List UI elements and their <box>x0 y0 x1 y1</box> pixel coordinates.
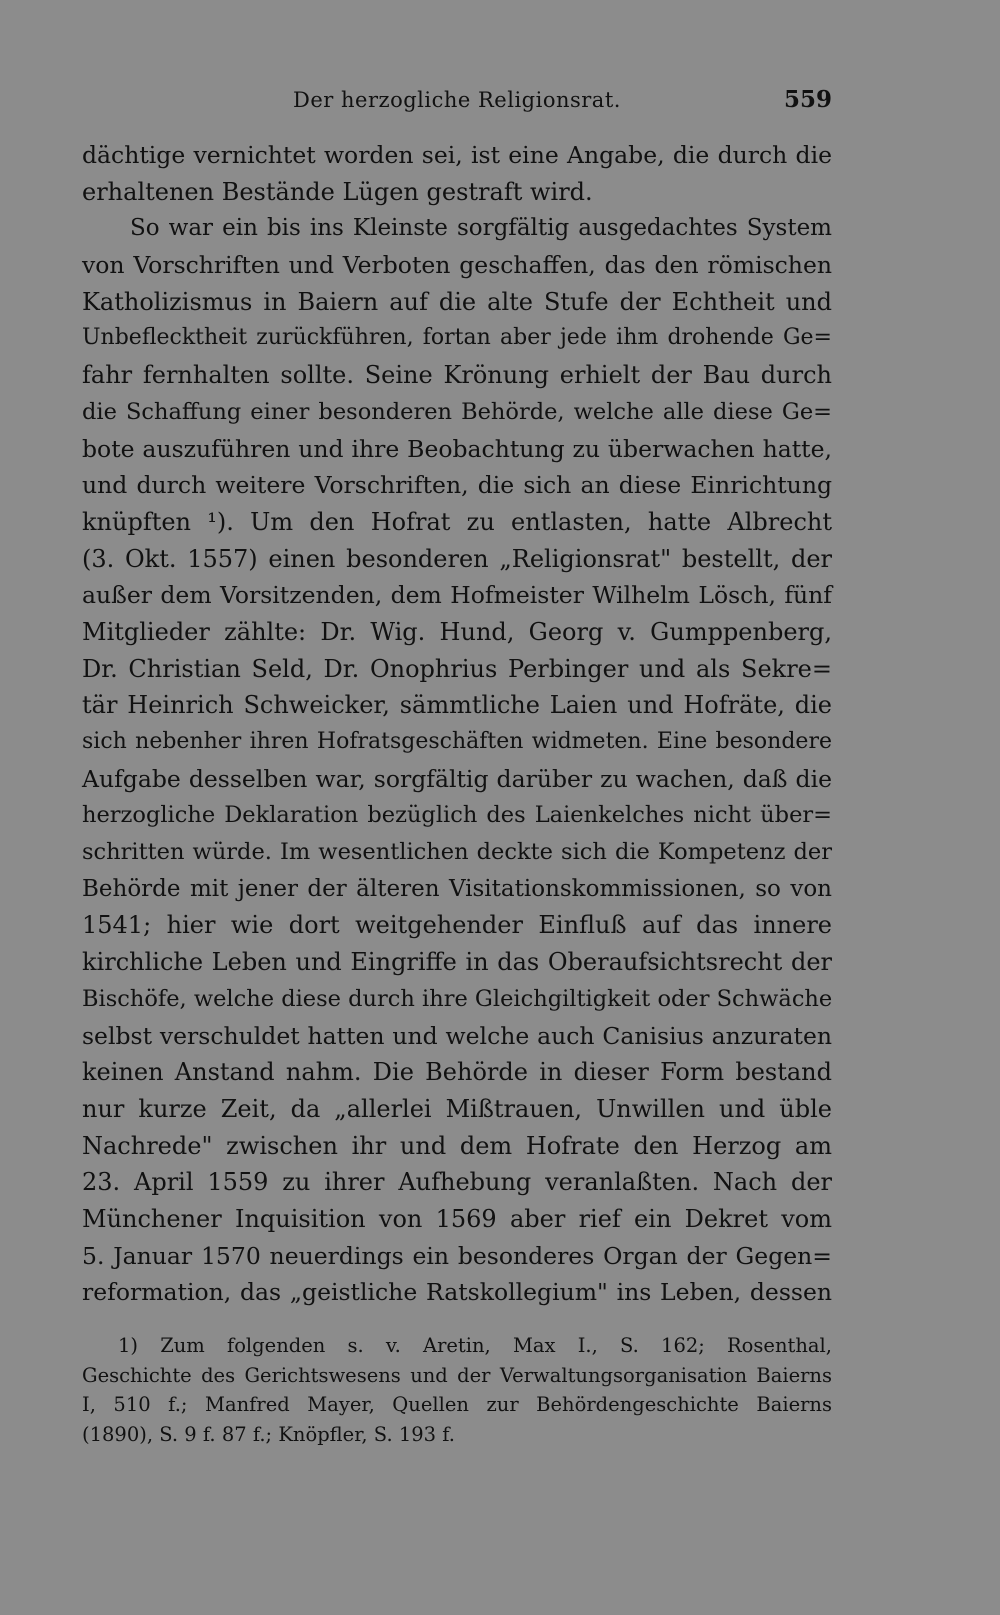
text-line: Münchener Inquisition von 1569 aber rief ein Dekret vom <box>82 1204 832 1233</box>
text-line: Katholizismus in Baiern auf die alte Stufe der Echtheit und <box>82 287 832 316</box>
text-line: Behörde mit jener der älteren Visitationskommissionen, so von <box>82 875 832 902</box>
text-line: kirchliche Leben und Eingriffe in das Oberaufsichtsrecht der <box>82 948 832 977</box>
page-number: 559 <box>783 86 832 113</box>
text-line: die Schaffung einer besonderen Behörde, welche alle diese Ge= <box>82 398 832 425</box>
text-line: 5. Januar 1570 neuerdings ein besonderes Organ der Gegen= <box>82 1241 832 1270</box>
text-line: Nachrede" zwischen ihr und dem Hofrate den Herzog am <box>82 1131 832 1160</box>
text-line: fahr fernhalten sollte. Seine Krönung erhielt der Bau durch <box>82 361 832 390</box>
text-line: schritten würde. Im wesentlichen deckte sich die Kompetenz der <box>82 839 832 866</box>
text-line: reformation, das „geistliche Ratskollegium" ins Leben, dessen <box>82 1278 832 1307</box>
text-line: tär Heinrich Schweicker, sämmtliche Laien und Hofräte, die <box>82 691 832 720</box>
text-line: keinen Anstand nahm. Die Behörde in dieser Form bestand <box>82 1058 832 1087</box>
text-line: und durch weitere Vorschriften, die sich an diese Einrichtung <box>82 471 832 500</box>
text-line: herzogliche Deklaration bezüglich des Laienkelches nicht über= <box>82 802 832 829</box>
text-line: nur kurze Zeit, da „allerlei Mißtrauen, Unwillen und üble <box>82 1094 832 1123</box>
footnote-line: 1) Zum folgenden s. v. Aretin, Max I., S. 162; Rosenthal, <box>118 1334 832 1357</box>
text-line: bote auszuführen und ihre Beobachtung zu überwachen hatte, <box>82 434 832 463</box>
footnotes <box>82 1331 832 1449</box>
running-title: Der herzogliche Religionsrat. <box>293 88 621 112</box>
page-header <box>82 84 832 120</box>
text-line: (3. Okt. 1557) einen besonderen „Religionsrat" bestellt, der <box>82 544 832 573</box>
text-line: selbst verschuldet hatten und welche auch Canisius anzuraten <box>82 1021 832 1050</box>
text-line: Dr. Christian Seld, Dr. Onophrius Perbinger und als Sekre= <box>82 654 832 683</box>
text-line: außer dem Vorsitzenden, dem Hofmeister Wilhelm Lösch, fünf <box>82 581 832 610</box>
text-line: Mitglieder zählte: Dr. Wig. Hund, Georg v. Gumppenberg, <box>82 617 832 646</box>
text-line: dächtige vernichtet worden sei, ist eine Angabe, die durch die <box>82 141 832 169</box>
footnote-line: I, 510 f.; Manfred Mayer, Quellen zur Behördengeschichte Baierns <box>82 1393 832 1416</box>
footnote-line: (1890), S. 9 f. 87 f.; Knöpfler, S. 193 f. <box>82 1422 455 1446</box>
text-line: Unbeflecktheit zurückführen, fortan aber jede ihm drohende Ge= <box>82 325 832 351</box>
text-line: von Vorschriften und Verboten geschaffen, das den römischen <box>82 251 832 280</box>
body-text <box>82 137 832 1311</box>
text-line: 1541; hier wie dort weitgehender Einfluß auf das innere <box>82 911 832 940</box>
footnote-line: Geschichte des Gerichtswesens und der Verwaltungsorganisation Baierns <box>82 1363 832 1387</box>
text-line: Bischöfe, welche diese durch ihre Gleichgiltigkeit oder Schwäche <box>82 985 833 1012</box>
text-line: Aufgabe desselben war, sorgfältig darüber zu wachen, daß die <box>82 764 832 793</box>
text-line: erhaltenen Bestände Lügen gestraft wird. <box>82 177 593 206</box>
text-line: 23. April 1559 zu ihrer Aufhebung veranlaßten. Nach der <box>82 1168 832 1197</box>
text-line: knüpften ¹). Um den Hofrat zu entlasten, hatte Albrecht <box>82 507 832 536</box>
text-line: sich nebenher ihren Hofratsgeschäften widmeten. Eine besondere <box>82 729 832 754</box>
text-line: So war ein bis ins Kleinste sorgfältig ausgedachtes System <box>130 215 832 242</box>
